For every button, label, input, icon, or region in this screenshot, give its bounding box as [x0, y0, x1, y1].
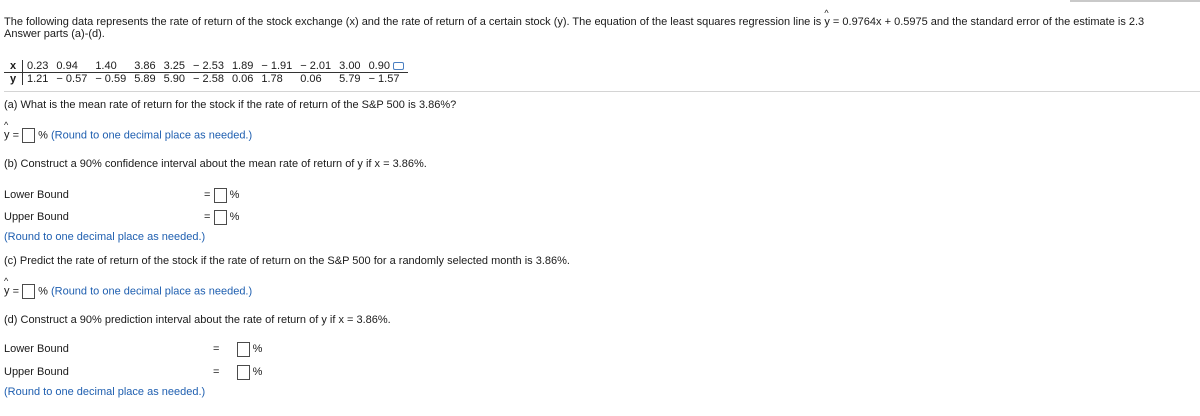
yhat-symbol: ^ y: [4, 284, 10, 298]
y-cell: 0.06: [231, 73, 254, 85]
top-divider: [1070, 0, 1200, 2]
upper-bound-row: [204, 209, 239, 225]
y-cell: − 0.59: [95, 73, 127, 85]
equals-sign: =: [213, 343, 220, 355]
y-cell: − 0.57: [56, 73, 88, 85]
x-cell: 0.94: [52, 60, 91, 73]
yhat-symbol: ^ y: [824, 16, 830, 28]
percent-sign: %: [38, 285, 48, 298]
part-a-answer-input[interactable]: [22, 128, 35, 143]
upper-bound-label: Upper Bound: [4, 366, 69, 378]
intro-answer-parts: Answer parts (a)-(d).: [4, 28, 105, 40]
y-cell: 0.06: [300, 73, 322, 85]
x-cell: − 2.01: [296, 60, 335, 73]
part-c-question: (c) Predict the rate of return of the stock if the rate of return on the S&P 500 for a randomly selected month is 3.86%.: [4, 255, 570, 267]
x-cell: 0.90: [368, 60, 390, 72]
x-cell: 3.25: [160, 60, 189, 73]
part-b-upper-input[interactable]: [214, 210, 227, 225]
x-cell: − 1.91: [257, 60, 296, 73]
upper-bound-label: Upper Bound: [4, 211, 69, 223]
y-cell: − 1.57: [368, 73, 400, 85]
divider: [4, 91, 1200, 92]
equals-sign: =: [12, 285, 19, 298]
x-cell-last: [365, 60, 408, 73]
equals-sign: =: [12, 129, 19, 142]
x-cell: 3.86: [130, 60, 159, 73]
y-row: [4, 73, 408, 86]
y-cell: 5.90: [163, 73, 186, 85]
intro-text-a: The following data represents the rate of return of the stock exchange (x) and the rate of return of a certain stock (y). The equation of the least squares regression line is: [4, 16, 825, 28]
x-cell: 1.40: [91, 60, 130, 73]
part-d-lower-input[interactable]: [237, 342, 250, 357]
part-a-question: (a) What is the mean rate of return for the stock if the rate of return of the S&P 500 is 3.86%?: [4, 99, 457, 111]
lower-bound-label: Lower Bound: [4, 343, 69, 355]
rounding-hint: (Round to one decimal place as needed.): [50, 129, 253, 142]
x-cell: − 2.53: [189, 60, 228, 73]
part-d-question: (d) Construct a 90% prediction interval about the rate of return of y if x = 3.86%.: [4, 314, 391, 326]
x-cell: 0.23: [23, 60, 53, 73]
upper-bound-row: [213, 364, 262, 380]
part-c-answer-input[interactable]: [22, 284, 35, 299]
question-intro: [4, 16, 1144, 40]
percent-sign: %: [38, 129, 48, 142]
y-cell: − 2.58: [193, 73, 224, 85]
lower-bound-label: Lower Bound: [4, 189, 69, 201]
part-c-answer-row: [4, 284, 252, 299]
rounding-hint: (Round to one decimal place as needed.): [4, 231, 206, 243]
y-cell: 1.21: [27, 73, 49, 85]
percent-sign: %: [229, 211, 240, 223]
part-a-answer-row: [4, 128, 252, 143]
percent-sign: %: [252, 343, 263, 355]
x-header: x: [4, 60, 23, 73]
y-cell: 5.89: [134, 73, 156, 85]
yhat-symbol: ^ y: [4, 128, 10, 142]
rounding-hint: (Round to one decimal place as needed.): [50, 285, 253, 298]
percent-sign: %: [252, 366, 263, 378]
y-cell: 1.78: [261, 73, 283, 85]
x-row: [4, 60, 408, 73]
equals-sign: =: [204, 211, 211, 223]
part-b-question: (b) Construct a 90% confidence interval about the mean rate of return of y if x = 3.86%.: [4, 158, 427, 170]
copy-icon[interactable]: [393, 62, 404, 70]
part-d-upper-input[interactable]: [237, 365, 250, 380]
y-header: y: [4, 73, 23, 86]
equals-sign: =: [204, 189, 211, 201]
x-cell: 1.89: [228, 60, 257, 73]
rounding-hint: (Round to one decimal place as needed.): [4, 386, 206, 398]
y-cell: 5.79: [339, 73, 361, 85]
percent-sign: %: [229, 189, 240, 201]
data-table: [4, 60, 408, 85]
x-cell: 3.00: [335, 60, 364, 73]
intro-text-b: = 0.9764x + 0.5975 and the standard error of the estimate is 2.3: [829, 16, 1145, 28]
equals-sign: =: [213, 366, 220, 378]
part-b-lower-input[interactable]: [214, 188, 227, 203]
lower-bound-row: [204, 187, 239, 203]
lower-bound-row: [213, 341, 262, 357]
